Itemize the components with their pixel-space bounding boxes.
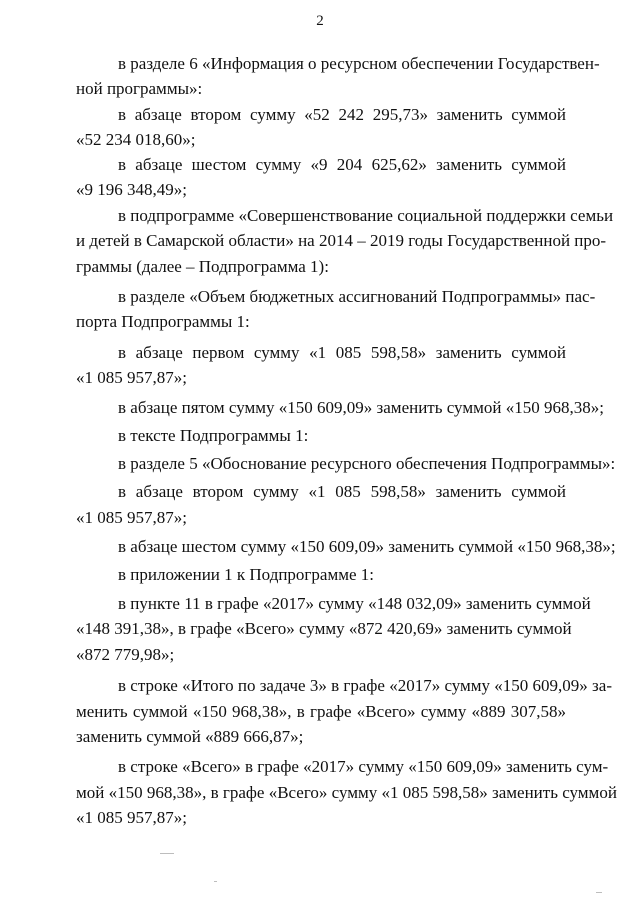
text-line: в разделе 6 «Информация о ресурсном обеспечении Государствен- [118, 54, 600, 73]
text-line: «872 779,98»; [76, 645, 175, 664]
text-line: в абзаце первом сумму «1 085 598,58» заменить суммой [118, 343, 566, 362]
text-line: в приложении 1 к Подпрограмме 1: [118, 565, 374, 584]
text-line: в строке «Всего» в графе «2017» сумму «150 609,09» заменить сум- [118, 757, 609, 776]
page-number: 2 [316, 13, 324, 29]
scan-speck [214, 881, 217, 882]
text-line: в абзаце шестом сумму «150 609,09» заменить суммой «150 968,38»; [118, 537, 616, 556]
text-line: «1 085 957,87»; [76, 508, 187, 527]
text-line: в подпрограмме «Совершенствование социальной поддержки семьи [118, 206, 614, 225]
text-line: «1 085 957,87»; [76, 808, 187, 827]
text-line: «52 234 018,60»; [76, 130, 196, 149]
text-line: в строке «Итого по задаче 3» в графе «2017» сумму «150 609,09» за- [118, 676, 612, 695]
scan-speck [596, 892, 602, 893]
text-line: в разделе 5 «Обоснование ресурсного обеспечения Подпрограммы»: [118, 454, 616, 473]
text-line: и детей в Самарской области» на 2014 – 2019 годы Государственной про- [76, 231, 607, 250]
text-line: ной программы»: [76, 79, 203, 98]
text-line: в абзаце втором сумму «52 242 295,73» заменить суммой [118, 105, 566, 124]
text-line: граммы (далее – Подпрограмма 1): [76, 257, 329, 276]
text-line: в тексте Подпрограммы 1: [118, 426, 309, 445]
text-line: порта Подпрограммы 1: [76, 312, 250, 331]
text-line: мой «150 968,38», в графе «Всего» сумму «1 085 598,58» заменить суммой [76, 783, 617, 802]
text-line: в разделе «Объем бюджетных ассигнований Подпрограммы» пас- [118, 287, 596, 306]
text-line: «9 196 348,49»; [76, 180, 187, 199]
text-line: в абзаце пятом сумму «150 609,09» заменить суммой «150 968,38»; [118, 398, 604, 417]
scan-speck [160, 853, 174, 854]
text-line: в абзаце шестом сумму «9 204 625,62» заменить суммой [118, 155, 566, 174]
text-line: «148 391,38», в графе «Всего» сумму «872 420,69» заменить суммой [76, 619, 572, 638]
text-line: в пункте 11 в графе «2017» сумму «148 032,09» заменить суммой [118, 594, 591, 613]
text-line: в абзаце втором сумму «1 085 598,58» заменить суммой [118, 482, 566, 501]
text-line: менить суммой «150 968,38», в графе «Всего» сумму «889 307,58» [76, 702, 566, 721]
text-line: «1 085 957,87»; [76, 368, 187, 387]
text-line: заменить суммой «889 666,87»; [76, 727, 304, 746]
